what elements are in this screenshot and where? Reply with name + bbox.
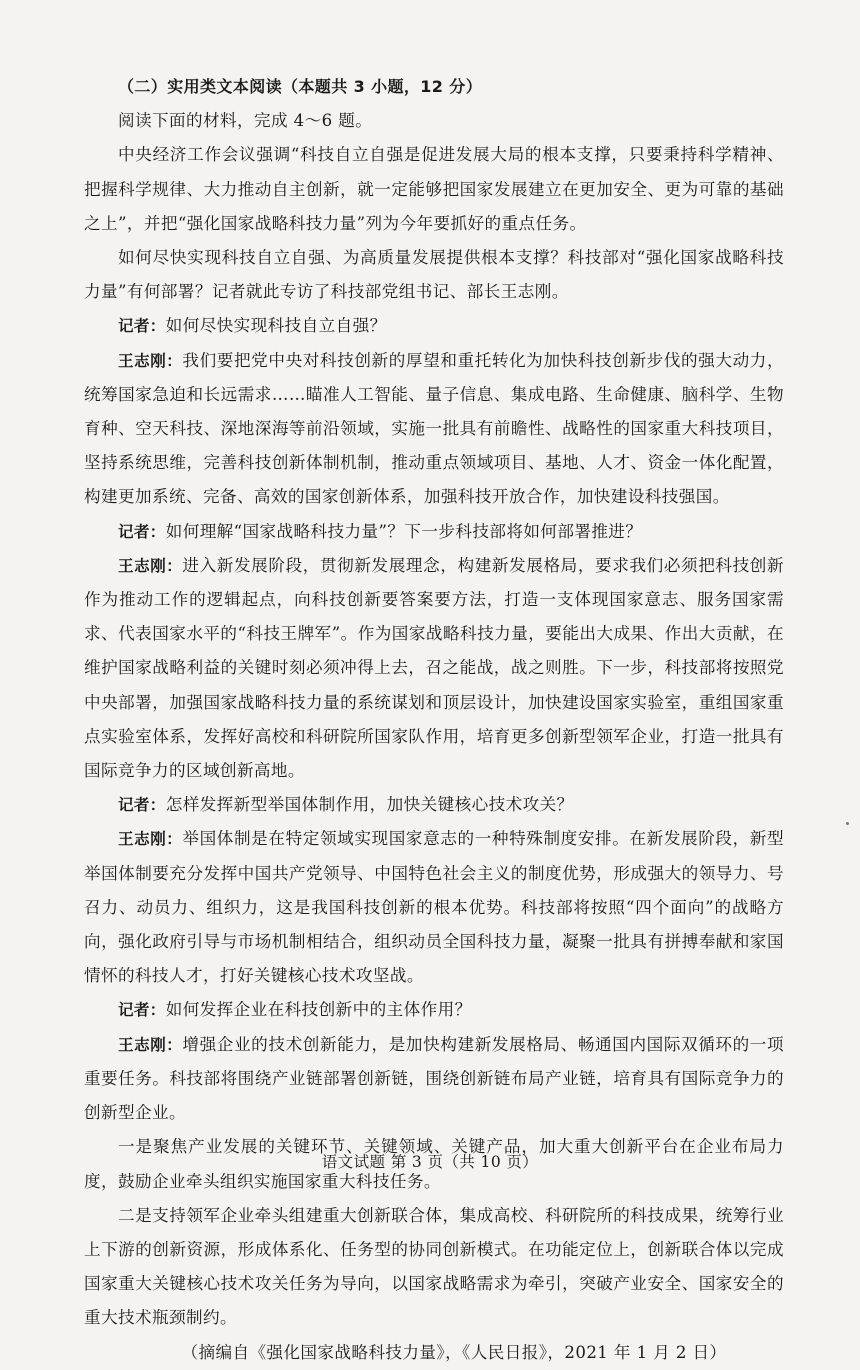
speaker-label: 记者： (118, 1001, 166, 1020)
reading-passage (84, 70, 784, 1370)
speaker-label: 王志刚： (118, 556, 183, 575)
dialogue-text: 如何尽快实现科技自立自强？ (165, 316, 387, 336)
dialogue-question-3 (84, 788, 784, 822)
dialogue-text: 怎样发挥新型举国体制作用，加快关键核心技术攻关？ (165, 795, 574, 815)
speaker-label: 王志刚： (118, 1035, 183, 1054)
dialogue-text: 如何发挥企业在科技创新中的主体作用？ (165, 1000, 472, 1020)
dialogue-question-2 (84, 515, 784, 549)
point-paragraph-2: 二是支持领军企业牵头组建重大创新联合体，集成高校、科研院所的科技成果，统筹行业上下游的创新资源，形成体系化、任务型的协同创新模式。在功能定位上，创新联合体以完成国家重大关键核心技术攻关任务为导向，以国家战略需求为牵引，突破产业安全、国家安全的重大技术瓶颈制约。 (84, 1205, 784, 1328)
speaker-label: 记者： (118, 317, 166, 336)
intro-paragraph-1: 中央经济工作会议强调“科技自立自强是促进发展大局的根本支撑，只要秉持科学精神、把握科学规律、大力推动自主创新，就一定能够把国家发展建立在更加安全、更为可靠的基础之上”，并把“强化国家战略科技力量”列为今年要抓好的重点任务。 (84, 145, 784, 233)
section-title: （二）实用类文本阅读（本题共 3 小题，12 分） (118, 77, 483, 96)
scan-speck (846, 822, 849, 825)
dialogue-question-4 (84, 993, 784, 1027)
dialogue-answer-1 (84, 344, 784, 515)
speaker-label: 记者： (118, 796, 166, 815)
dialogue-text: 我们要把党中央对科技创新的厚望和重托转化为加快科技创新步伐的强大动力，统筹国家急迫和长远需求……瞄准人工智能、量子信息、集成电路、生命健康、脑科学、生物育种、空天科技、深地深海等前沿领域，实施一批具有前瞻性、战略性的国家重大科技项目，坚持系统思维，完善科技创新体制机制，推动重点领域项目、基地、人才、资金一体化配置，构建更加系统、完备、高效的国家创新体系，加强科技开放合作，加快建设科技强国。 (84, 350, 784, 507)
speaker-label: 王志刚： (118, 351, 183, 370)
dialogue-answer-4 (84, 1028, 784, 1131)
dialogue-text: 进入新发展阶段，贯彻新发展理念，构建新发展格局，要求我们必须把科技创新作为推动工作的逻辑起点，向科技创新要答案要方法，打造一支体现国家意志、服务国家需求、代表国家水平的“科技王牌军”。作为国家战略科技力量，要能出大成果、作出大贡献，在维护国家战略利益的关键时刻必须冲得上去，召之能战，战之则胜。下一步，科技部将按照党中央部署，加强国家战略科技力量的系统谋划和顶层设计，加快建设国家实验室，重组国家重点实验室体系，发挥好高校和科研院所国家队作用，培育更多创新型领军企业，打造一批具有国际竞争力的区域创新高地。 (84, 555, 784, 781)
dialogue-text: 如何理解“国家战略科技力量”？下一步科技部将如何部署推进？ (165, 521, 643, 541)
intro-paragraph-2: 如何尽快实现科技自立自强、为高质量发展提供根本支撑？科技部对“强化国家战略科技力量”有何部署？记者就此专访了科技部党组书记、部长王志刚。 (84, 248, 784, 302)
dialogue-text: 举国体制是在特定领域实现国家意志的一种特殊制度安排。在新发展阶段，新型举国体制要充分发挥中国共产党领导、中国特色社会主义的制度优势，形成强大的领导力、号召力、动员力、组织力，这是我国科技创新的根本优势。科技部将按照“四个面向”的战略方向，强化政府引导与市场机制相结合，组织动员全国科技力量，凝聚一批具有拼搏奉献和家国情怀的科技人才，打好关键核心技术攻坚战。 (84, 829, 784, 986)
dialogue-answer-3 (84, 822, 784, 993)
dialogue-question-1 (84, 309, 784, 343)
speaker-label: 王志刚： (118, 830, 183, 849)
page-footer: 语文试题 第 3 页（共 10 页） (321, 1153, 539, 1171)
instruction: 阅读下面的材料，完成 4～6 题。 (118, 111, 373, 131)
source-citation: （摘编自《强化国家战略科技力量》，《人民日报》，2021 年 1 月 2 日） (181, 1342, 727, 1362)
speaker-label: 记者： (118, 522, 166, 541)
dialogue-text: 增强企业的技术创新能力，是加快构建新发展格局、畅通国内国际双循环的一项重要任务。科技部将围绕产业链部署创新链，围绕创新链布局产业链，培育具有国际竞争力的创新型企业。 (84, 1034, 784, 1123)
dialogue-answer-2 (84, 549, 784, 788)
point-paragraph-1: 一是聚焦产业发展的关键环节、关键领域、关键产品，加大重大创新平台在企业布局力度，鼓励企业牵头组织实施国家重大科技任务。 (84, 1137, 784, 1191)
